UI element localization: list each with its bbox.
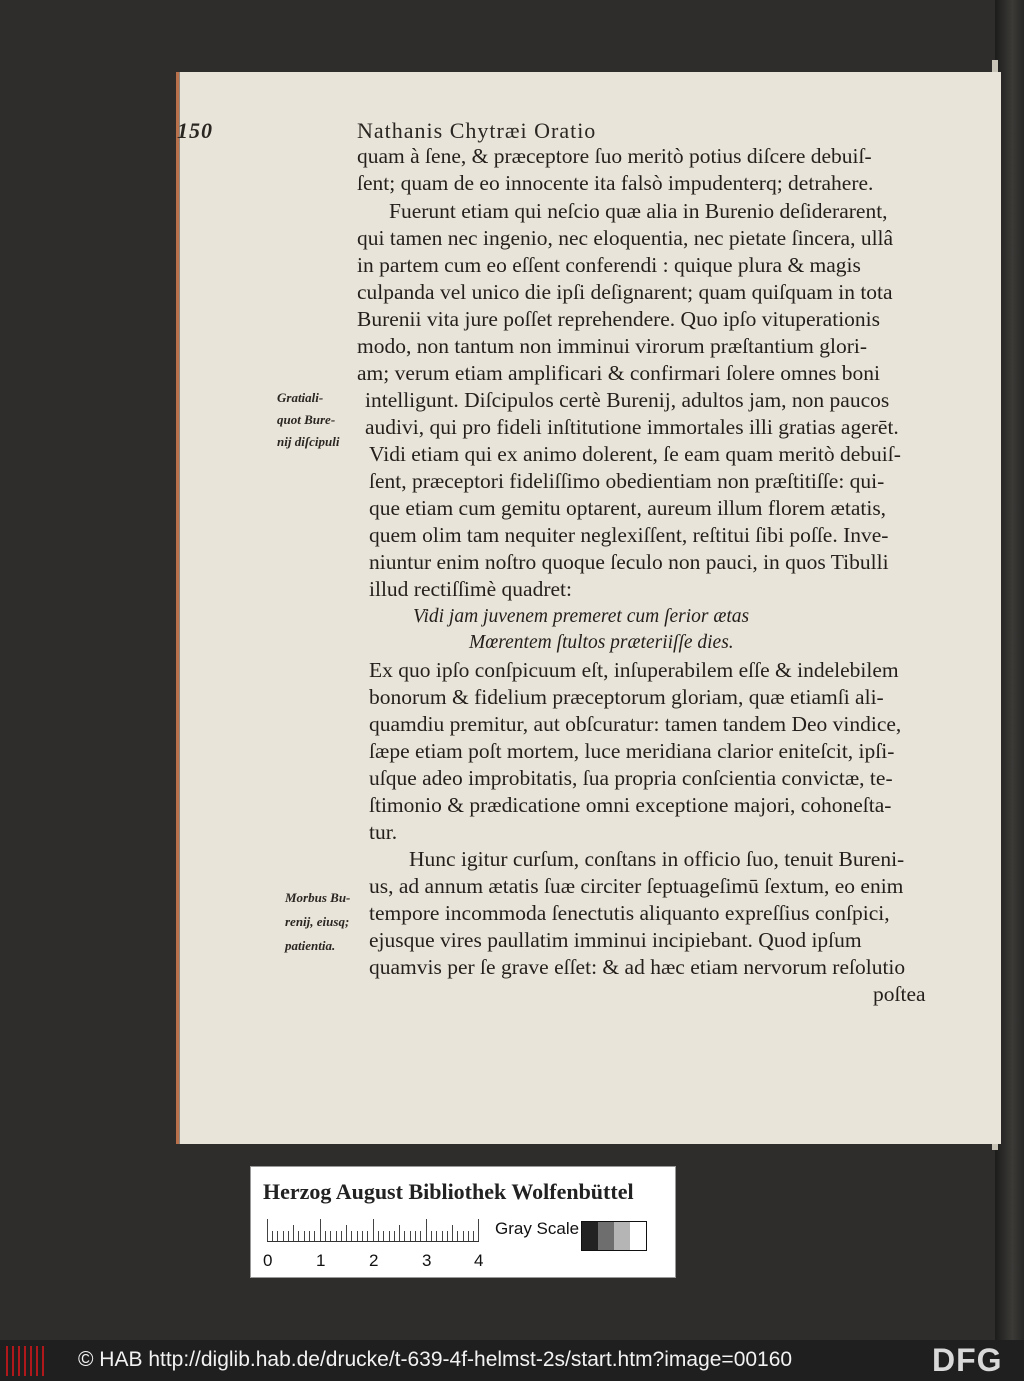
- text-line: niuntur enim noſtro quoque ſeculo non pauci, in quos Tibulli: [369, 550, 889, 574]
- ruler-label: 4: [474, 1251, 484, 1270]
- catchword: poſtea: [873, 982, 926, 1006]
- text-line: Hunc igitur curſum, conſtans in officio ſuo, tenuit Bureni-: [409, 847, 905, 871]
- text-line: quamvis per ſe grave eſſet: & ad hæc etiam nervorum reſolutio: [369, 955, 906, 979]
- text-line: quem olim tam nequiter neglexiſſent, reſtitui ſibi poſſe. Inve-: [369, 523, 889, 547]
- gray-scale-patches: [581, 1221, 647, 1251]
- margin-note: Gratiali-: [277, 390, 324, 405]
- text-line: Burenii vita jure poſſet reprehendere. Quo ipſo vituperationis: [357, 307, 881, 331]
- book-page: [176, 72, 1001, 1144]
- ruler-label: 3: [422, 1251, 432, 1270]
- text-line: am; verum etiam amplificari & confirmari ſolere omnes boni: [357, 361, 880, 385]
- page-number: 150: [177, 118, 213, 143]
- text-line: ſent; quam de eo innocente ita falsò impudenterq; detrahere.: [357, 171, 874, 195]
- text-line: illud rectiſſimè quadret:: [369, 577, 572, 601]
- text-line: culpanda vel unico die ipſi deſignarent; quam quiſquam in tota: [357, 280, 893, 304]
- text-line: ejusque vires paullatim imminui incipiebant. Quod ipſum: [369, 928, 862, 952]
- text-line: qui tamen nec ingenio, nec eloquentia, nec pietate ſincera, ullâ: [357, 226, 894, 250]
- text-line: quam à ſene, & præceptore ſuo meritò potius diſcere debuiſ-: [357, 144, 872, 168]
- hab-logo-icon: [6, 1346, 48, 1376]
- ruler-label: 1: [316, 1251, 326, 1270]
- running-head-text: Nathanis Chytræi Oratio: [357, 118, 597, 143]
- text-line: ſtimonio & prædicatione omni exceptione majori, cohoneſta-: [369, 793, 892, 817]
- color-calibration-bar: [250, 1166, 676, 1278]
- text-line: modo, non tantum non imminui virorum præſtantium glori-: [357, 334, 867, 358]
- text-line: us, ad annum ætatis ſuæ circiter ſeptuageſimū ſextum, eo enim: [369, 874, 904, 898]
- text-line: Vidi etiam qui ex animo dolerent, ſe eam quam meritò debuiſ-: [369, 442, 901, 466]
- gray-patch: [614, 1222, 630, 1250]
- text-line: tur.: [369, 820, 398, 844]
- dfg-logo: DFG: [932, 1342, 1003, 1378]
- text-line: que etiam cum gemitu optarent, aureum illum florem ætatis,: [369, 496, 887, 520]
- verse-line: Mœrentem ſtultos præteriiſſe dies.: [469, 632, 734, 653]
- gray-patch: [630, 1222, 646, 1250]
- margin-note: nij diſcipuli: [277, 434, 340, 449]
- text-line: intelligunt. Diſcipulos certè Burenij, adultos jam, non paucos: [365, 388, 890, 412]
- text-line: Ex quo ipſo conſpicuum eſt, inſuperabilem eſſe & indelebilem: [369, 658, 899, 682]
- scale-ruler: [267, 1219, 479, 1242]
- text-line: in partem cum eo eſſent conferendi : quique plura & magis: [357, 253, 861, 277]
- gray-patch: [582, 1222, 598, 1250]
- ruler-label: 0: [263, 1251, 273, 1270]
- ruler-label: 2: [369, 1251, 379, 1270]
- text-line: uſque adeo improbitatis, ſua propria conſcientia convictæ, te-: [369, 766, 893, 790]
- text-line: ſæpe etiam poſt mortem, luce meridiana clarior eniteſcit, ipſi-: [369, 739, 895, 763]
- verse-line: Vidi jam juvenem premeret cum ſerior ætas: [413, 606, 750, 627]
- text-line: quamdiu premitur, aut obſcuratur: tamen tandem Deo vindice,: [369, 712, 902, 736]
- margin-note: renij, eiusq;: [285, 914, 350, 929]
- text-line: ſent, præceptori fideliſſimo obedientiam non præſtitiſſe: qui-: [369, 469, 885, 493]
- source-url-link[interactable]: © HAB http://diglib.hab.de/drucke/t-639-4f-helmst-2s/start.htm?image=00160: [78, 1348, 793, 1371]
- gray-patch: [598, 1222, 614, 1250]
- text-line: Fuerunt etiam qui neſcio quæ alia in Burenio deſiderarent,: [389, 199, 888, 223]
- running-head: [177, 118, 597, 144]
- gray-scale-label: Gray Scale: [495, 1219, 580, 1238]
- margin-note: Morbus Bu-: [285, 890, 351, 905]
- text-line: tempore incommoda ſenectutis aliquanto expreſſius conſpici,: [369, 901, 890, 925]
- viewer-footer: [0, 1340, 1024, 1381]
- margin-note: quot Bure-: [277, 412, 336, 427]
- text-line: audivi, qui pro fideli inſtitutione immortales illi gratias agerēt.: [365, 415, 899, 439]
- margin-note: patientia.: [285, 938, 336, 953]
- text-line: bonorum & fidelium præceptorum gloriam, quæ etiamſi ali-: [369, 685, 884, 709]
- library-name: Herzog August Bibliothek Wolfenbüttel: [263, 1179, 634, 1204]
